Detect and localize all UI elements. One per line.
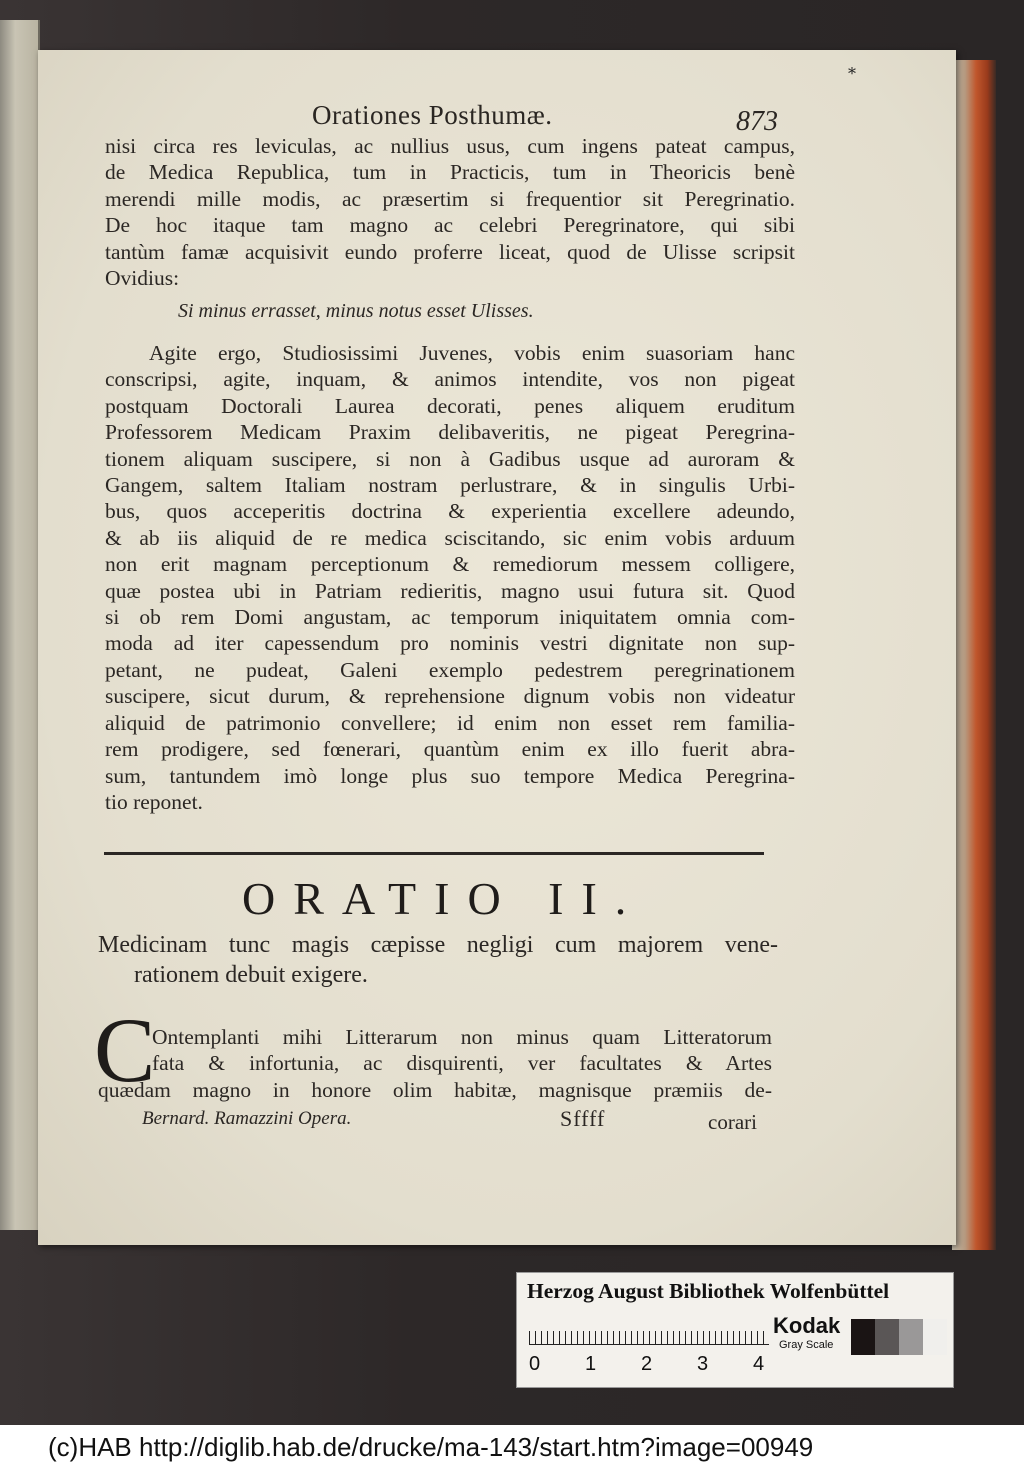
subtitle-line: rationem debuit exigere. [134, 962, 368, 988]
text-line: Ontemplanti mihi Litterarum non minus quam Litteratorum [152, 1025, 772, 1049]
text-line: tionem aliquam suscipere, si non à Gadibus usque ad auroram & [105, 446, 795, 471]
ruler-number: 0 [529, 1353, 541, 1375]
printer-signature: Bernard. Ramazzini Opera. [142, 1108, 352, 1129]
scale-ruler [529, 1321, 769, 1345]
text-line: postquam Doctorali Laurea decorati, penes aliquem eruditum [105, 393, 795, 418]
gathering-mark: Sffff [560, 1106, 606, 1131]
text-line: quædam magno in honore olim habitæ, magnisque præmiis de- [98, 1077, 772, 1102]
swatch [899, 1319, 923, 1355]
section-divider [104, 852, 764, 855]
text-line: quæ postea ubi in Patriam redieritis, magno usui futura sit. Quod [105, 578, 795, 603]
copyright-url-bar [0, 1425, 1024, 1470]
text-line: moda ad iter capessendum pro nominis vestri dignitate non sup- [105, 631, 795, 656]
kodak-logo: Kodak [773, 1313, 841, 1338]
text-line: suscipere, sicut durum, & reprehensione dignum vobis non videatur [105, 684, 795, 709]
paragraph-1 [105, 133, 795, 291]
text-line: aliquid de patrimonio convellere; id enim non esset rem familia- [105, 710, 795, 735]
paragraph-3 [98, 1024, 772, 1103]
text-line: Gangem, saltem Italiam nostram perlustrare, & in singulis Urbi- [105, 473, 795, 498]
paragraph-2 [105, 340, 795, 815]
text-line: petant, ne pudeat, Galeni exemplo pedestrem peregrinationem [105, 657, 795, 682]
library-color-card [516, 1272, 954, 1388]
text-line: Ovidius: [105, 266, 180, 291]
text-line: si ob rem Domi angustam, ac temporum iniquitatem omnia com- [105, 605, 795, 630]
ruler-number: 2 [641, 1353, 653, 1375]
gray-swatches [851, 1319, 947, 1355]
ruler-number: 3 [697, 1353, 709, 1375]
text-line: rem prodigere, sed fœnerari, quantùm enim ex illo fuerit abra- [105, 737, 795, 762]
text-line: tantùm famæ acquisivit eundo proferre liceat, quod de Ulisse scripsit [105, 239, 795, 264]
text-line: Agite ergo, Studiosissimi Juvenes, vobis enim suasoriam hanc [149, 341, 795, 365]
ruler-number: 1 [585, 1353, 597, 1375]
text-line: tio reponet. [105, 789, 203, 814]
ruler-numbers [525, 1353, 785, 1381]
ruler-number: 4 [753, 1353, 765, 1375]
text-line: De hoc itaque tam magno ac celebri Peregrinatore, qui sibi [105, 213, 795, 238]
swatch [851, 1319, 875, 1355]
text-line: fata & infortunia, ac disquirenti, ver facultates & Artes [152, 1051, 772, 1076]
text-line: conscripsi, agite, inquam, & animos intendite, vos non pigeat [105, 367, 795, 392]
library-name: Herzog August Bibliothek Wolfenbüttel [527, 1279, 890, 1303]
catchword: corari [708, 1110, 757, 1134]
text-line: bus, quos acceperitis doctrina & experientia excellere adeundo, [105, 499, 795, 524]
section-subtitle [98, 930, 778, 990]
text-line: non erit magnam perceptionum & remediorum messem colligere, [105, 552, 795, 577]
source-url: (c)HAB http://diglib.hab.de/drucke/ma-143/start.htm?image=00949 [48, 1432, 814, 1462]
page-fore-edge [952, 60, 996, 1250]
swatch [923, 1319, 947, 1355]
previous-page-edge [0, 20, 40, 1230]
text-line: & ab iis aliquid de re medica sciscitando, sic enim vobis arduum [105, 525, 795, 550]
drop-cap: C [94, 999, 156, 1101]
subtitle-line: Medicinam tunc magis cæpisse negligi cum majorem vene- [98, 932, 778, 958]
page-mark: * [848, 64, 856, 83]
text-line: Professorem Medicam Praxim delibaveritis, ne pigeat Peregrina- [105, 420, 795, 445]
text-line: nisi circa res leviculas, ac nullius usus, cum ingens pateat campus, [105, 134, 795, 158]
running-head: Orationes Posthumæ. [312, 100, 553, 130]
swatch [875, 1319, 899, 1355]
ovid-quote: Si minus errasset, minus notus esset Ulisses. [178, 300, 534, 322]
text-line: sum, tantundem imò longe plus suo tempore Medica Peregrina- [105, 763, 795, 788]
section-heading: ORATIO II. [242, 873, 645, 924]
gray-scale-label: Gray Scale [779, 1339, 834, 1351]
text-line: de Medica Republica, tum in Practicis, tum in Theoricis benè [105, 160, 795, 185]
text-line: merendi mille modis, ac præsertim si frequentior sit Peregrinatio. [105, 186, 795, 211]
page-number: 873 [736, 106, 778, 137]
